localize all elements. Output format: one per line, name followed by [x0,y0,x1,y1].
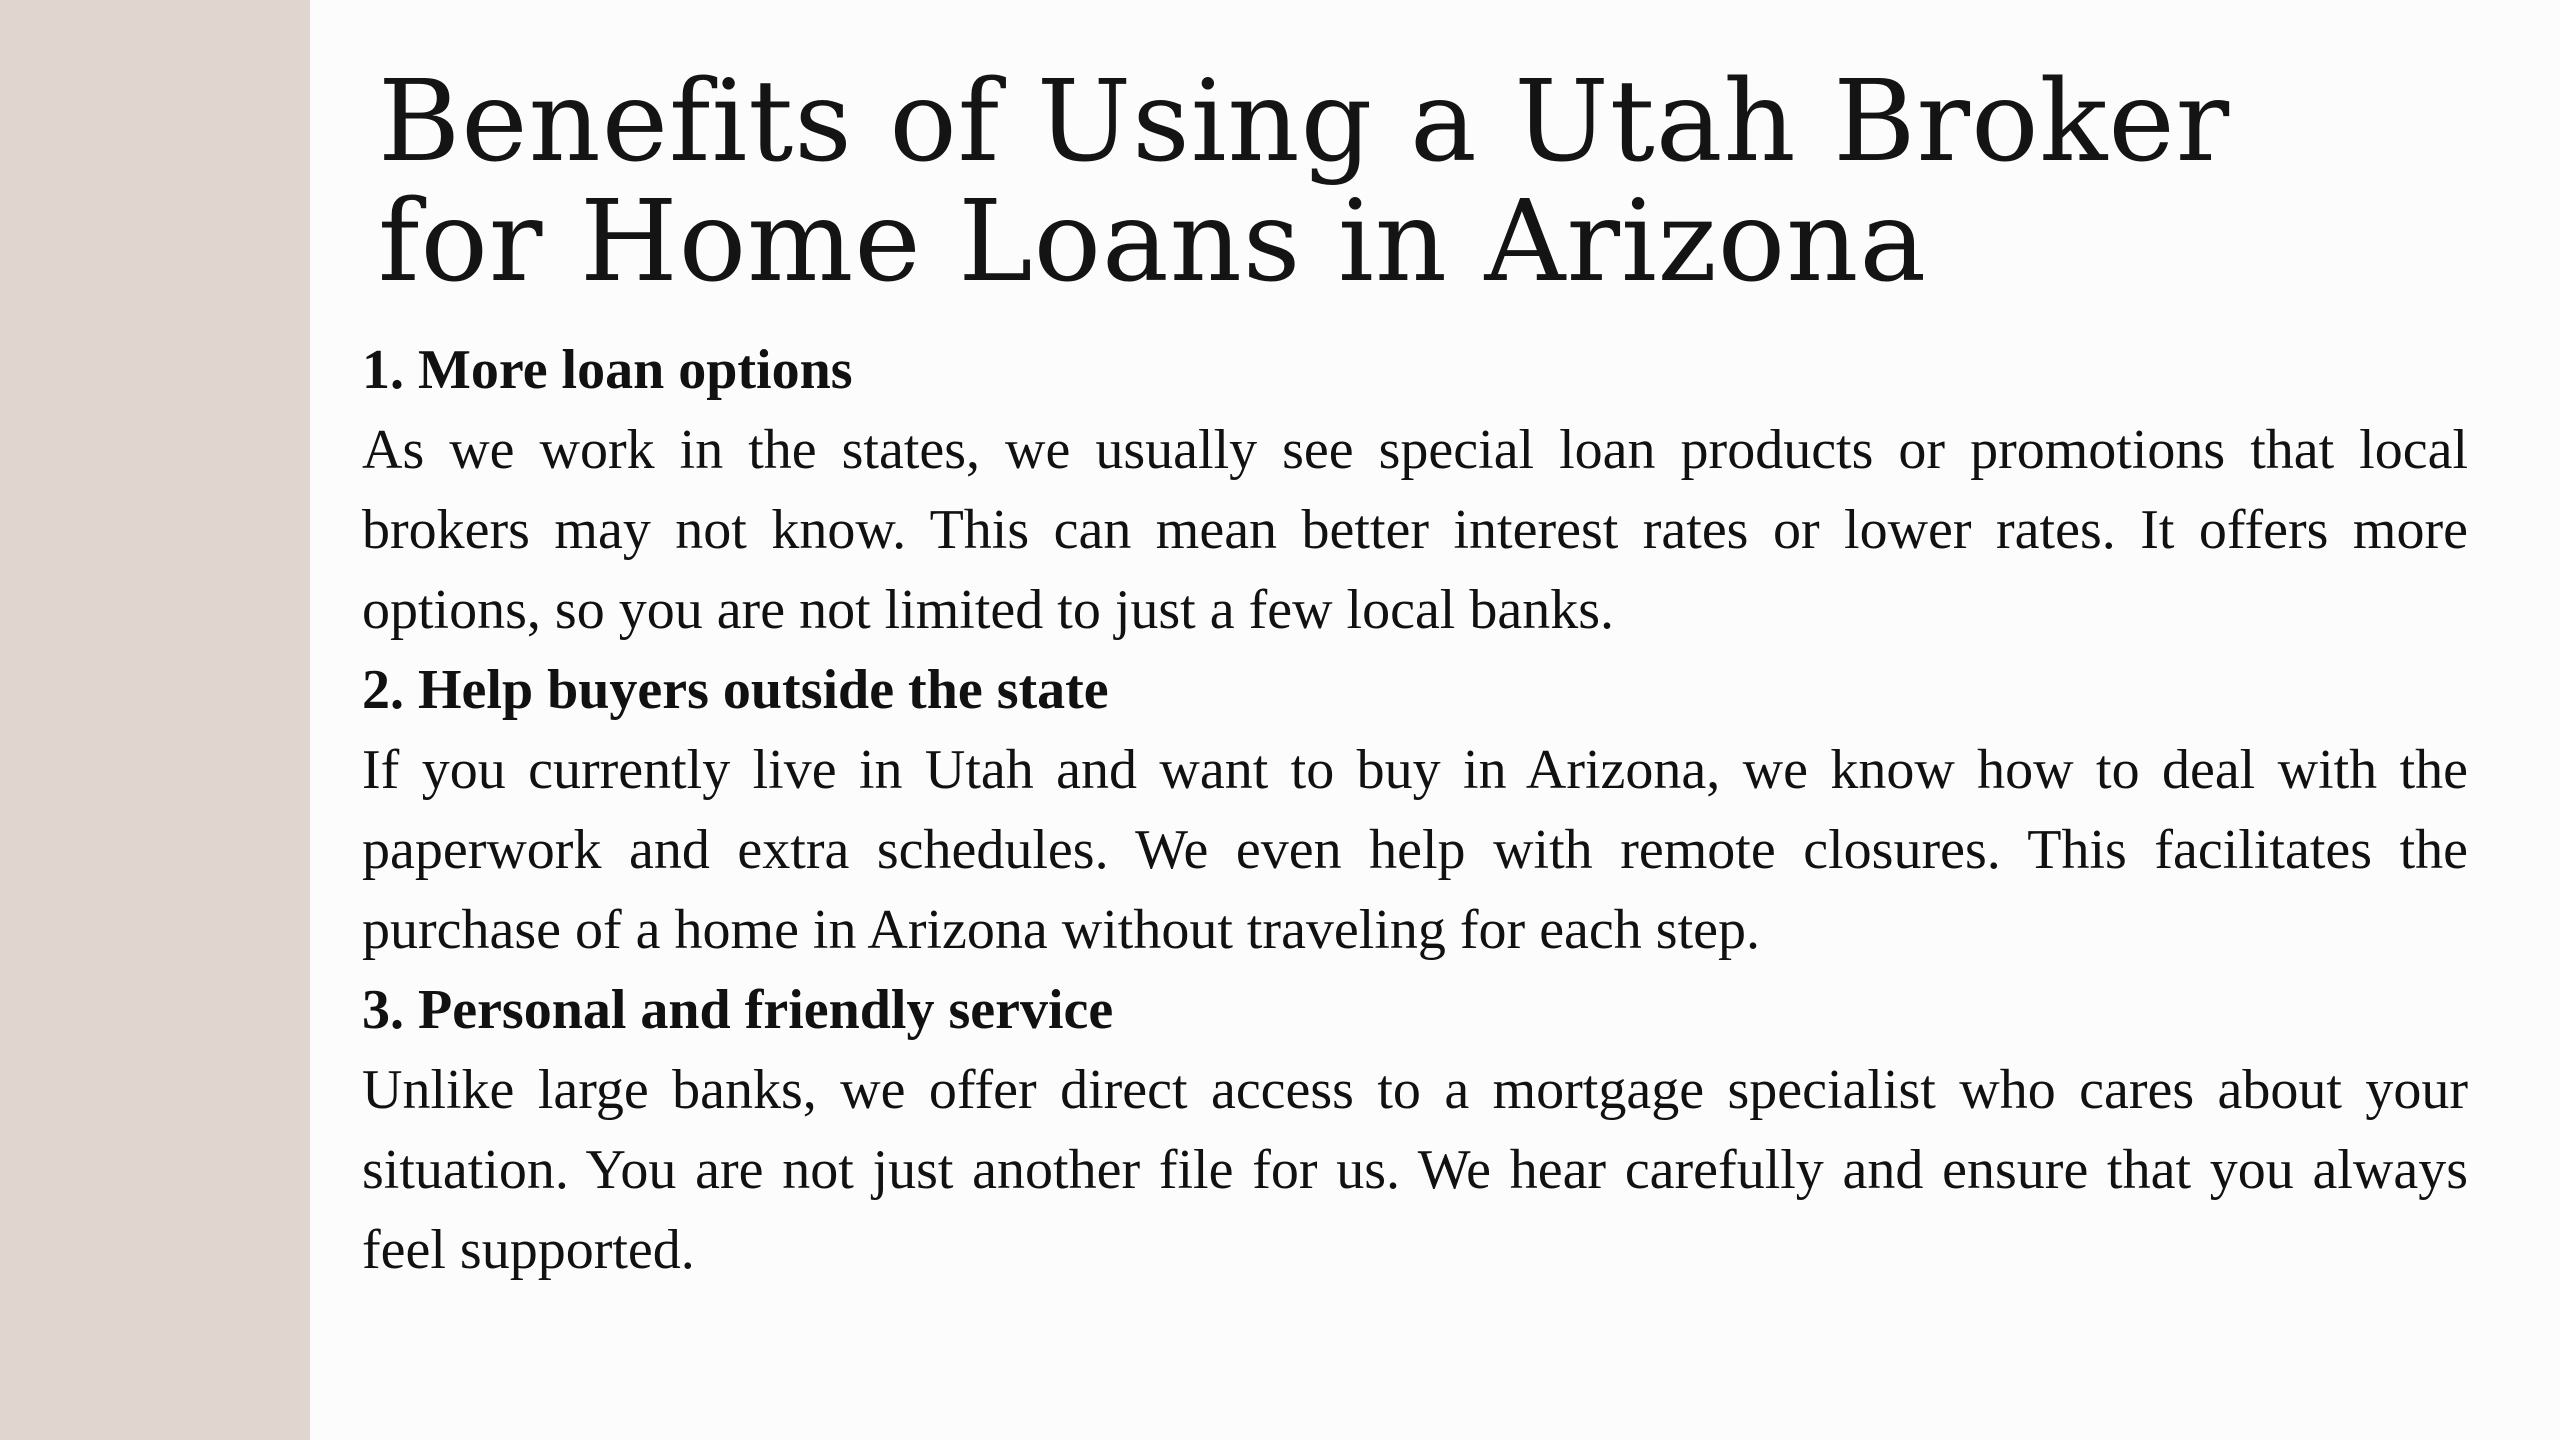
sidebar-band [0,0,310,1440]
benefit-section [362,330,2468,650]
benefit-sections [362,330,2468,1290]
slide-content [362,57,2468,1290]
title-line: Benefits of Using a Utah Broker [378,57,2231,187]
benefit-section [362,650,2468,970]
section-body: Unlike large banks, we offer direct access to a mortgage specialist who cares about your situation. You are not just another file for us. We hear carefully and ensure that you always feel supported. [362,1059,2468,1281]
benefit-section [362,970,2468,1290]
title-line: for Home Loans in Arizona [378,177,1928,307]
section-body: If you currently live in Utah and want to buy in Arizona, we know how to deal with the paperwork and extra schedules. We even help with remote closures. This facilitates the purchase of a home in Arizona without traveling for each step. [362,739,2468,961]
section-heading: 3. Personal and friendly service [362,979,1114,1041]
slide-title [378,57,2468,307]
section-body: As we work in the states, we usually see special loan products or promotions that local brokers may not know. This can mean better interest rates or lower rates. It offers more options, so you are not limited to just a few local banks. [362,419,2468,641]
section-heading: 1. More loan options [362,339,853,401]
section-heading: 2. Help buyers outside the state [362,659,1109,721]
